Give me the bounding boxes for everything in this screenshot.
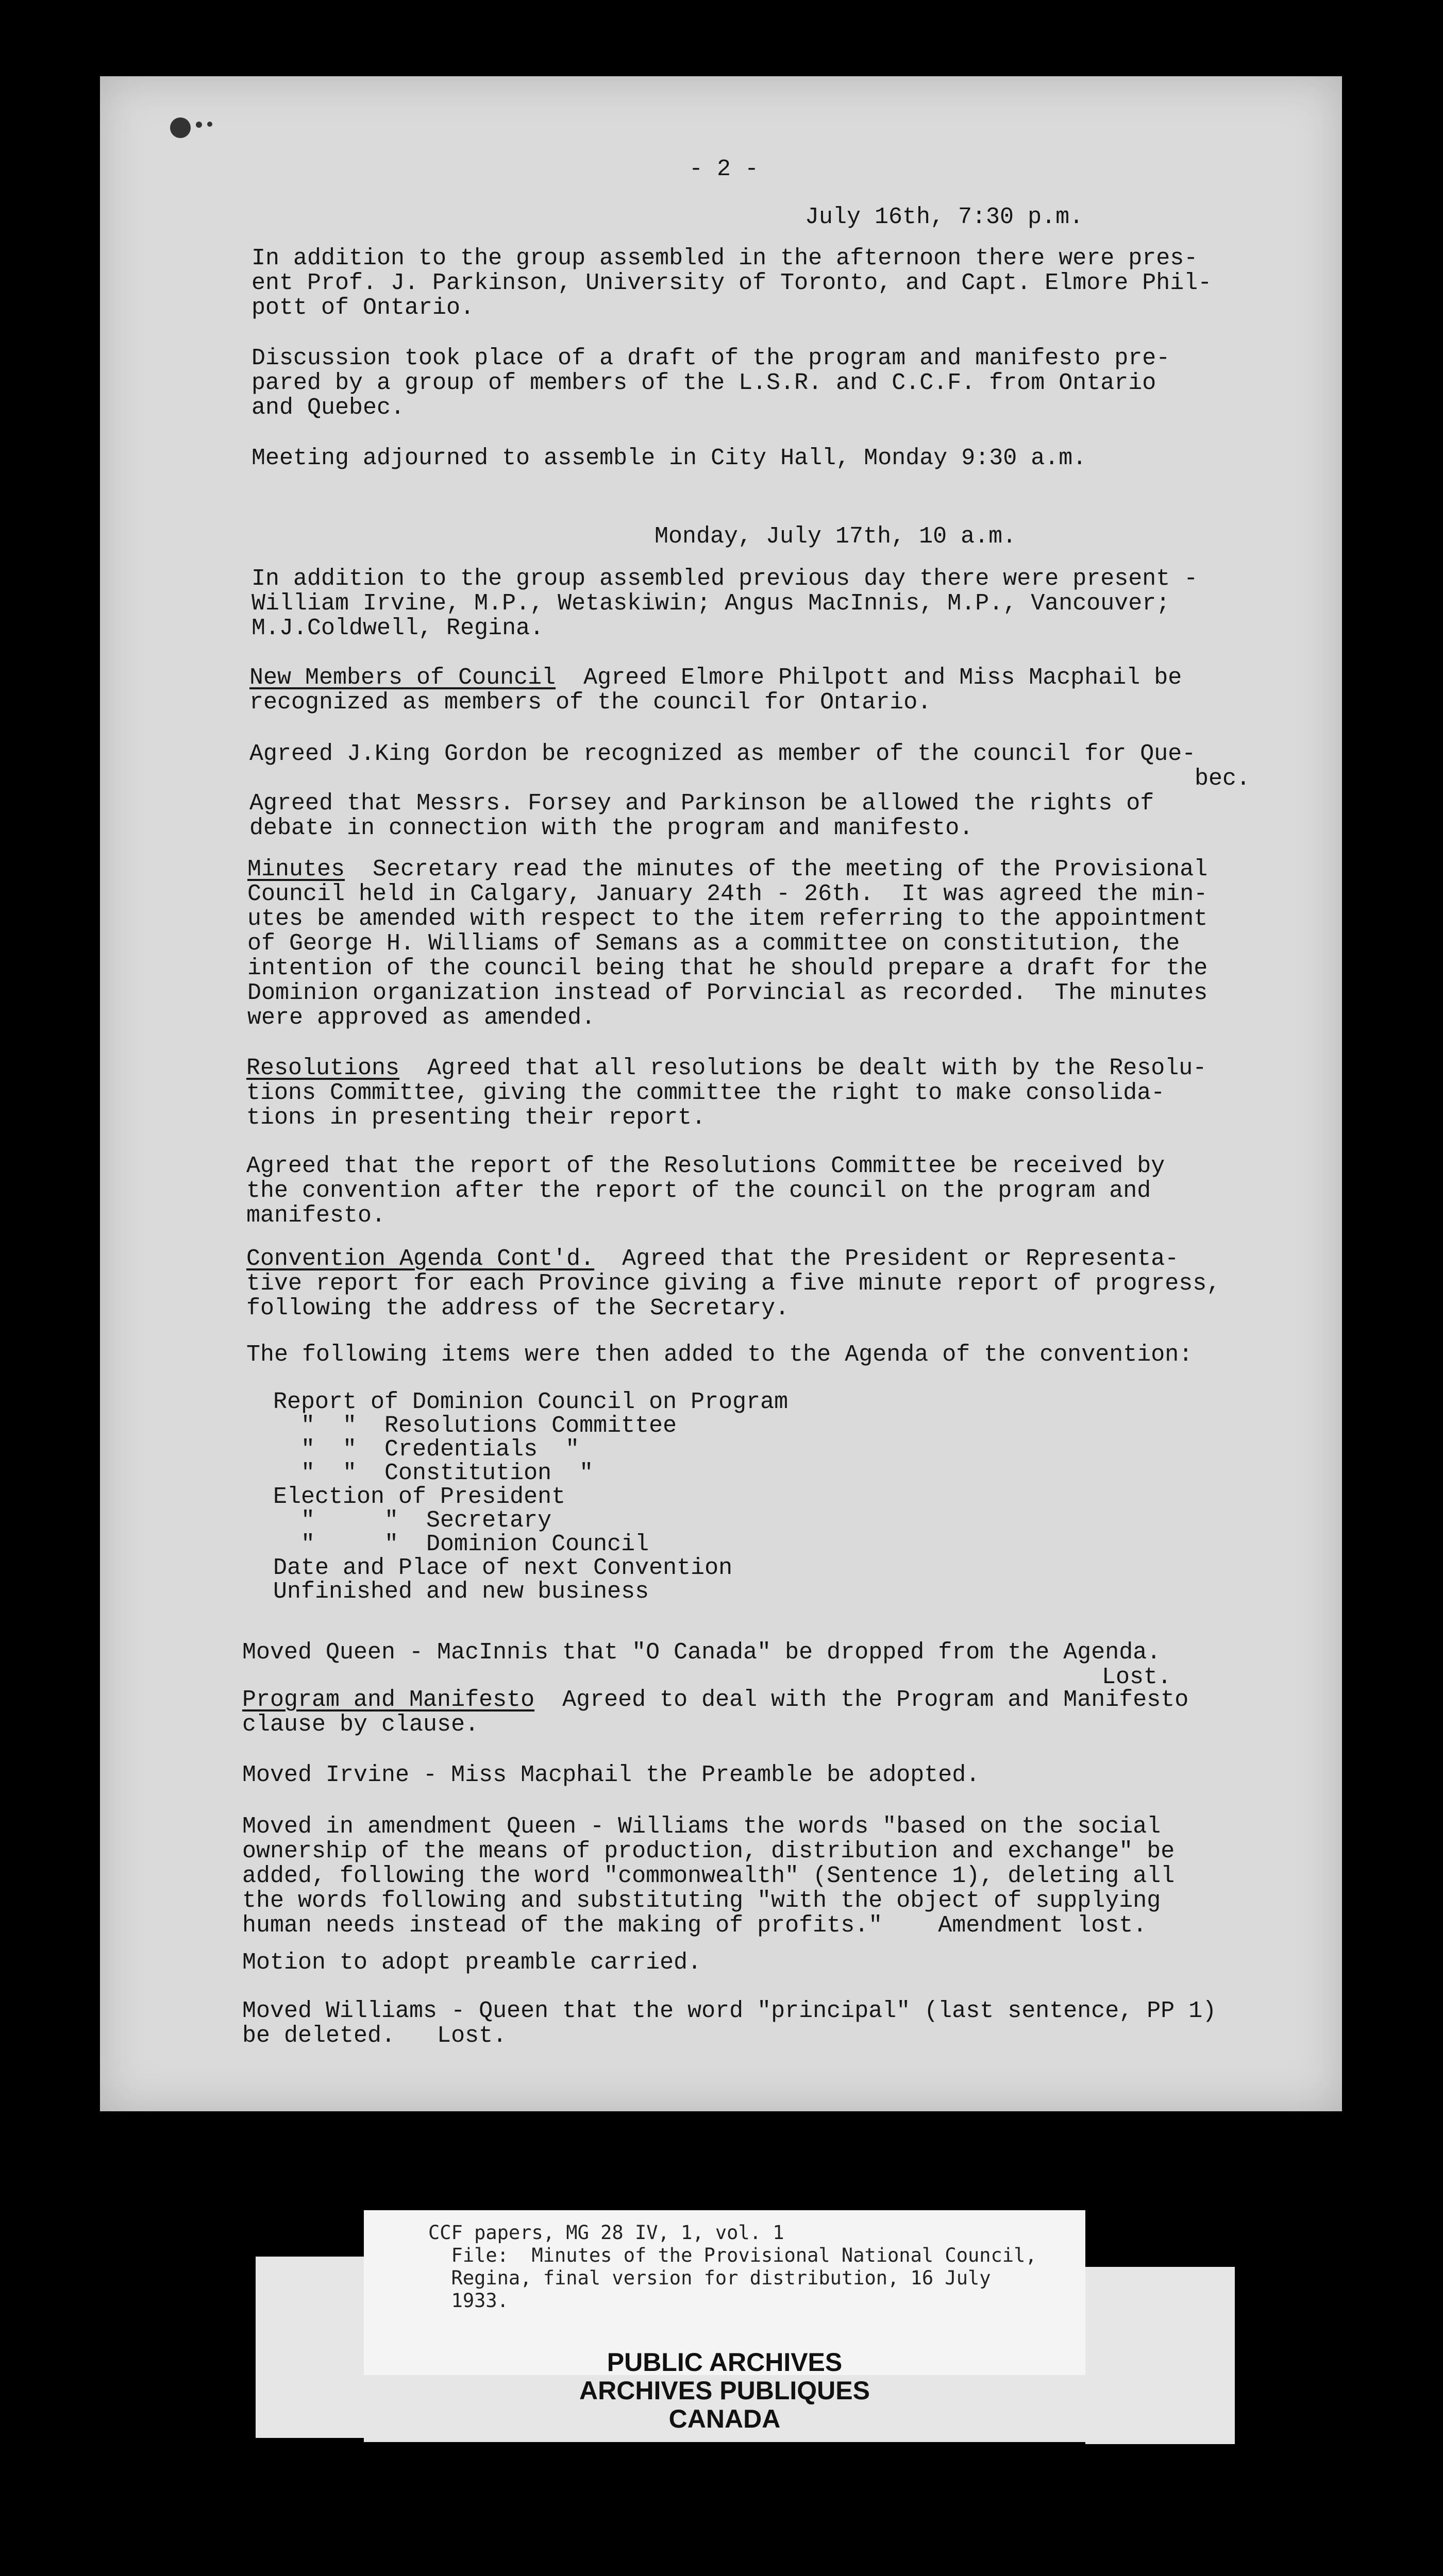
text-line: utes be amended with respect to the item referring to the appointment — [247, 906, 1208, 932]
monday-session-heading: Monday, July 17th, 10 a.m. — [655, 523, 1017, 550]
archives-stamp: PUBLIC ARCHIVES ARCHIVES PUBLIQUES CANADA — [579, 2348, 870, 2433]
new-members-heading: New Members of Council — [249, 665, 556, 691]
text-line: Dominion organization instead of Porvincial as recorded. The minutes — [247, 980, 1208, 1006]
tape-strip — [256, 2257, 365, 2438]
tape-strip — [1085, 2267, 1235, 2444]
text-line: tions Committee, giving the committee the right to make consolida- — [246, 1080, 1165, 1106]
text-line: and Quebec. — [251, 395, 405, 421]
text-line: added, following the word "commonwealth" (Sentence 1), deleting all — [242, 1863, 1175, 1889]
agenda-item: Date and Place of next Convention — [273, 1555, 733, 1581]
text-line: Resolutions Agreed that all resolutions be dealt with by the Resolu- — [246, 1055, 1207, 1081]
text-line: Moved Irvine - Miss Macphail the Preamble be adopted. — [242, 1762, 980, 1788]
minutes-heading: Minutes — [247, 856, 345, 883]
text-line: of George H. Williams of Semans as a committee on constitution, the — [247, 930, 1180, 957]
text-line: debate in connection with the program and manifesto. — [249, 815, 974, 841]
text-line: Moved in amendment Queen - Williams the words "based on the social — [242, 1814, 1161, 1840]
text-line: Minutes Secretary read the minutes of the meeting of the Provisional — [247, 856, 1208, 883]
text-line: were approved as amended. — [247, 1005, 596, 1031]
text-line: Discussion took place of a draft of the program and manifesto pre- — [251, 345, 1170, 371]
text-line: Moved Williams - Queen that the word "principal" (last sentence, PP 1) — [242, 1998, 1217, 2024]
text-line: In addition to the group assembled in the afternoon there were pres- — [251, 245, 1198, 272]
text-line: pared by a group of members of the L.S.R. and C.C.F. from Ontario — [251, 370, 1156, 396]
agenda-item: " " Dominion Council — [273, 1531, 649, 1557]
text-line: be deleted. Lost. — [242, 2023, 507, 2049]
agenda-item: Unfinished and new business — [273, 1579, 649, 1605]
text-line: recognized as members of the council for Ontario. — [249, 689, 932, 716]
text-line: following the address of the Secretary. — [246, 1295, 790, 1321]
text-line: human needs instead of the making of profits." Amendment lost. — [242, 1912, 1147, 1939]
text-line: In addition to the group assembled previous day there were present - — [251, 566, 1198, 592]
text-line: M.J.Coldwell, Regina. — [251, 615, 544, 641]
text-line: Program and Manifesto Agreed to deal with the Program and Manifesto — [242, 1687, 1189, 1713]
text-line: Motion to adopt preamble carried. — [242, 1950, 702, 1976]
ink-speck — [170, 117, 191, 138]
text-line: manifesto. — [246, 1202, 386, 1229]
text-line: intention of the council being that he should prepare a draft for the — [247, 955, 1208, 981]
agenda-heading: Convention Agenda Cont'd. — [246, 1246, 595, 1272]
ink-speck — [196, 122, 202, 128]
text-line: tions in presenting their report. — [246, 1105, 706, 1131]
ink-speck — [207, 122, 212, 127]
text-line: tive report for each Province giving a five minute report of progress, — [246, 1270, 1221, 1297]
text-line: Convention Agenda Cont'd. Agreed that the President or Representa- — [246, 1246, 1179, 1272]
page-number: - 2 - — [689, 156, 759, 182]
text-line: The following items were then added to the Agenda of the convention: — [246, 1342, 1193, 1368]
agenda-item: " " Constitution " — [273, 1460, 594, 1486]
text-line: William Irvine, M.P., Wetaskiwin; Angus MacInnis, M.P., Vancouver; — [251, 590, 1170, 617]
text-line: Council held in Calgary, January 24th - 26th. It was agreed the min- — [247, 881, 1208, 907]
text-line: Lost. — [1102, 1664, 1172, 1690]
text-line: ent Prof. J. Parkinson, University of Toronto, and Capt. Elmore Phil- — [251, 270, 1212, 296]
archive-citation: CCF papers, MG 28 IV, 1, vol. 1 File: Minutes of the Provisional National Council, Regina, final version for distribution, 16 July 1933. — [428, 2222, 1037, 2312]
text-line: Meeting adjourned to assemble in City Hall, Monday 9:30 a.m. — [251, 445, 1087, 471]
text-line: ownership of the means of production, distribution and exchange" be — [242, 1838, 1175, 1865]
text-line: Moved Queen - MacInnis that "O Canada" be dropped from the Agenda. — [242, 1639, 1161, 1666]
text-line: the words following and substituting "with the object of supplying — [242, 1888, 1161, 1914]
agenda-item: " " Credentials " — [273, 1436, 580, 1463]
evening-session-heading: July 16th, 7:30 p.m. — [805, 204, 1084, 230]
text-line: clause by clause. — [242, 1711, 479, 1738]
text-line: Agreed that Messrs. Forsey and Parkinson be allowed the rights of — [249, 790, 1154, 817]
program-heading: Program and Manifesto — [242, 1687, 535, 1713]
resolutions-heading: Resolutions — [246, 1055, 400, 1081]
agenda-item: " " Secretary — [273, 1507, 552, 1534]
text-line: pott of Ontario. — [251, 295, 475, 321]
text-line: New Members of Council Agreed Elmore Philpott and Miss Macphail be — [249, 665, 1182, 691]
text-line: the convention after the report of the council on the program and — [246, 1178, 1151, 1204]
text-line: Agreed J.King Gordon be recognized as member of the council for Que- — [249, 741, 1196, 767]
agenda-item: " " Resolutions Committee — [273, 1413, 677, 1439]
agenda-item: Election of President — [273, 1484, 566, 1510]
archive-label — [364, 2210, 1085, 2433]
text-line: bec. — [1195, 766, 1251, 792]
agenda-item: Report of Dominion Council on Program — [273, 1389, 788, 1415]
text-line: Agreed that the report of the Resolutions Committee be received by — [246, 1153, 1165, 1179]
